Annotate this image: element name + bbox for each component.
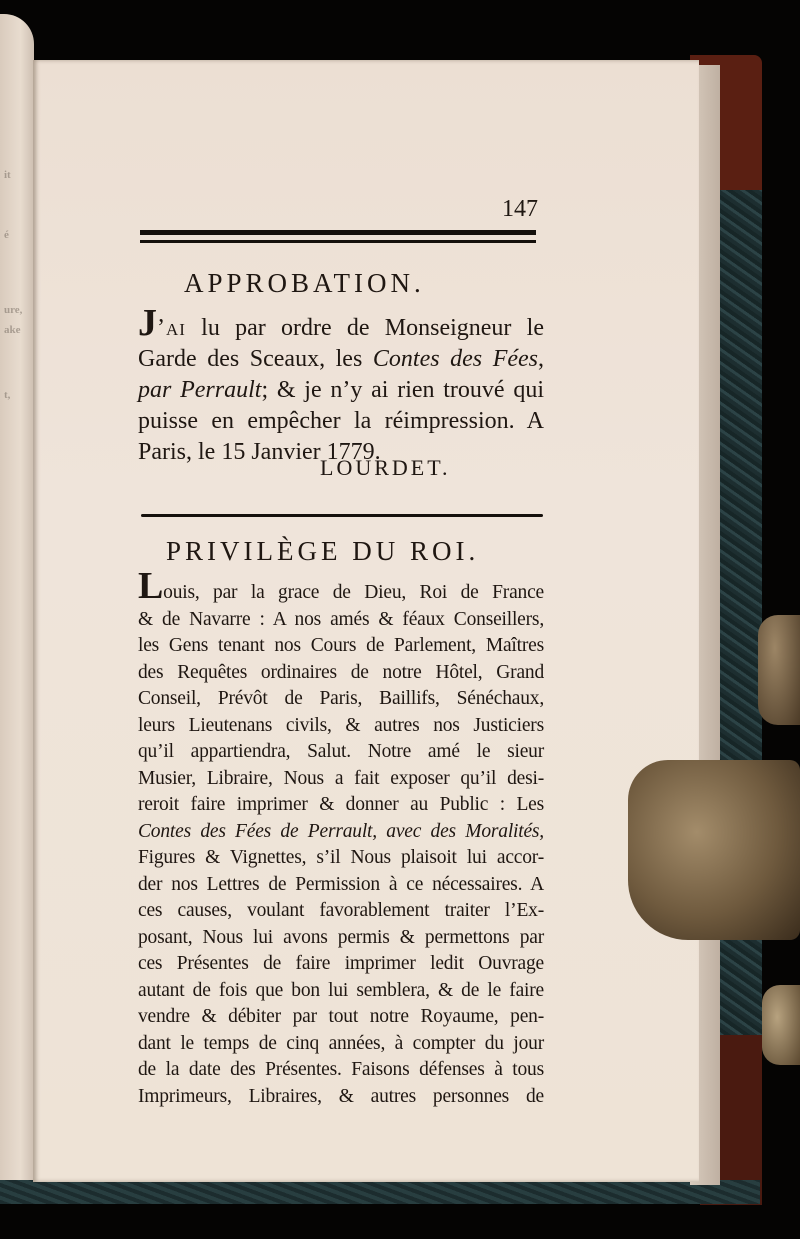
brass-hand-clasp-top [758, 615, 800, 725]
text-span: lu par ordre de Monseigneur le [185, 315, 544, 341]
text-line [138, 302, 544, 344]
text-line: des Requêtes ordinaires de notre Hôtel, Grand [138, 661, 544, 683]
bleed-through-text: t, [4, 389, 11, 401]
text-span: ouis, par la grace de Dieu, Roi de France [163, 582, 544, 603]
dropcap: L [138, 565, 164, 607]
text-line: Conseil, Prévôt de Paris, Baillifs, Sénéchaux, [138, 688, 544, 709]
section-divider-rule [141, 514, 543, 517]
text-line: Figures & Vignettes, s’il Nous plaisoit lui accor- [138, 847, 544, 868]
text-line: Contes des Fées de Perrault, avec des Moralités, [138, 820, 544, 842]
text-line: Musier, Libraire, Nous a fait exposer qu’il desi- [138, 767, 544, 789]
small-caps-word: ’ai [157, 315, 186, 341]
bleed-through-text: it [4, 169, 11, 181]
privilege-paragraph [138, 565, 544, 1110]
text-line: vendre & débiter par tout notre Royaume, pen- [138, 1006, 544, 1027]
header-rule-thick [140, 230, 536, 235]
text-line [138, 406, 544, 437]
text-span: ; & je n’y ai rien trouvé qui [261, 377, 545, 403]
text-line: ces causes, voulant favorablement traiter l’Ex- [138, 900, 544, 921]
text-span: Garde des Sceaux, les [138, 346, 373, 372]
brass-hand-clasp [628, 760, 800, 940]
text-line: leurs Lieutenans civils, & autres nos Justiciers [138, 714, 544, 736]
bleed-through-text: ure, [4, 304, 23, 316]
bleed-through-text: é [4, 229, 9, 241]
book-cover-bottom-edge [0, 1180, 760, 1204]
text-line: de la date des Présentes. Faisons défenses à tous [138, 1059, 544, 1080]
text-line [138, 344, 544, 375]
bleed-through-text: ake [4, 324, 21, 336]
text-line: autant de fois que bon lui semblera, & de le faire [138, 979, 544, 1001]
text-line: reroit faire imprimer & donner au Public : Les [138, 794, 544, 815]
text-line: les Gens tenant nos Cours de Parlement, Maîtres [138, 635, 544, 656]
text-line [138, 375, 544, 406]
italic-author: par Perrault [138, 377, 262, 403]
approbation-heading: APPROBATION. [184, 268, 425, 298]
text-line: ces Présentes de faire imprimer ledit Ouvrage [138, 953, 544, 974]
text-line: qu’il appartiendra, Salut. Notre amé le sieur [138, 741, 544, 762]
brass-hand-clasp-bottom [762, 985, 800, 1065]
text-line [138, 565, 544, 607]
text-line: dant le temps de cinq années, à compter du jour [138, 1032, 544, 1054]
text-line: & de Navarre : A nos amés & féaux Conseillers, [138, 608, 544, 630]
text-line: der nos Lettres de Permission à ce nécessaires. A [138, 873, 544, 895]
text-span: puisse en empêcher la réimpression. A [138, 408, 544, 434]
text-span: Paris, le 15 Janvier 1779. [138, 439, 381, 465]
approbation-signature: LOURDET. [320, 455, 451, 480]
privilege-heading: PRIVILÈGE DU ROI. [166, 536, 480, 566]
page-number: 147 [502, 196, 538, 222]
italic-title: Contes des Fées [372, 346, 539, 372]
header-rule-thin [140, 240, 536, 243]
text-line: Imprimeurs, Libraires, & autres personnes de [138, 1085, 544, 1107]
text-span: , [538, 346, 545, 372]
dropcap: J [138, 302, 157, 344]
left-page-edge [0, 14, 34, 1194]
approbation-paragraph [138, 302, 545, 468]
text-line: posant, Nous lui avons permis & permettons par [138, 926, 544, 948]
